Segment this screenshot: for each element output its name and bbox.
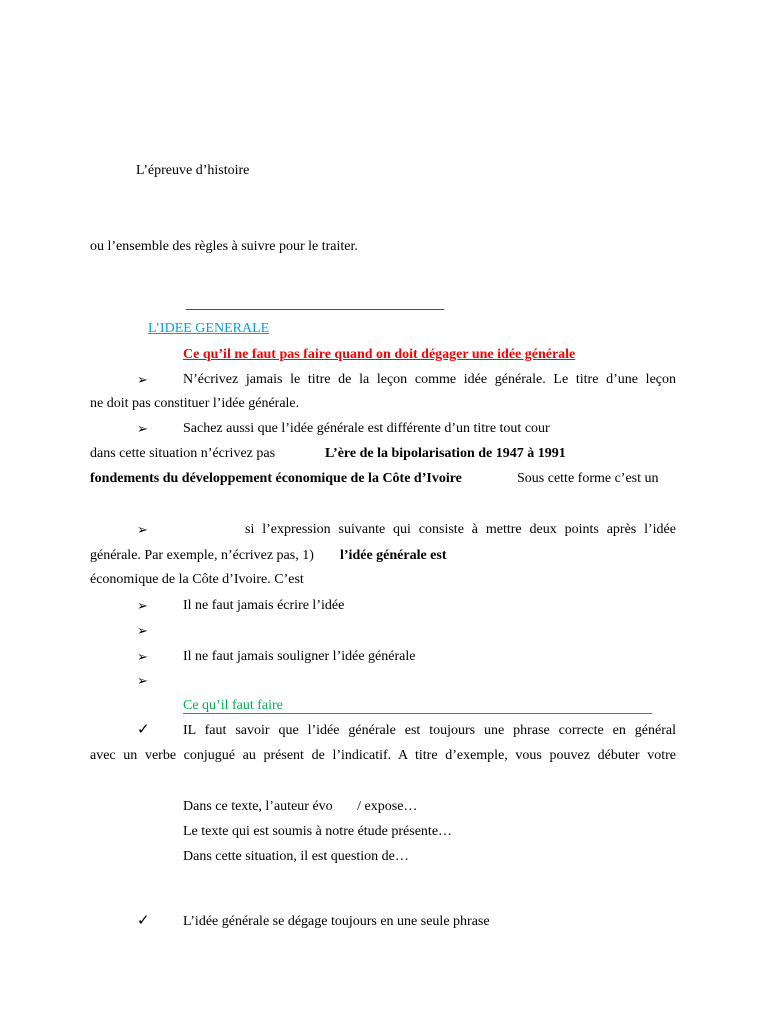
bullet1-line1: N’écrivez jamais le titre de la leçon comme idée générale. Le titre d’une leçon: [183, 372, 676, 387]
line-epreuve: L’épreuve d’histoire: [136, 163, 250, 178]
example-3: Dans cette situation, il est question de…: [183, 849, 409, 864]
bullet2-line3-bold: fondements du développement économique de la Côte d’Ivoire: [90, 471, 462, 486]
bullet4-text: Il ne faut jamais écrire l’idée: [183, 598, 345, 613]
bullet3-line2-bold: l’idée générale est: [340, 548, 447, 563]
check1-line2: avec un verbe conjugué au présent de l’indicatif. A titre d’exemple, vous pouvez débuter votre: [90, 748, 676, 763]
bullet2-line3-normal: Sous cette forme c’est un: [517, 471, 659, 486]
arrow-bullet-icon: ➢: [137, 623, 148, 638]
checkmark-icon: ✓: [137, 722, 150, 738]
bullet2-line2-bold: L’ère de la bipolarisation de 1947 à 1991: [325, 446, 566, 461]
bullet2-line1: Sachez aussi que l’idée générale est différente d’un titre tout cour: [183, 421, 550, 436]
bullet6-text: Il ne faut jamais souligner l’idée générale: [183, 649, 416, 664]
arrow-bullet-icon: ➢: [137, 522, 148, 537]
bullet3-line1: si l’expression suivante qui consiste à mettre deux points après l’idée: [245, 522, 676, 537]
bullet3-line3: économique de la Côte d’Ivoire. C’est: [90, 572, 304, 587]
arrow-bullet-icon: ➢: [137, 421, 148, 436]
arrow-bullet-icon: ➢: [137, 673, 148, 688]
subheading-dont: Ce qu’il ne faut pas faire quand on doit dégager une idée générale: [183, 347, 576, 362]
checkmark-icon: ✓: [137, 913, 150, 929]
section-heading: L’IDEE GENERALE: [148, 321, 270, 336]
bullet2-line2-normal: dans cette situation n’écrivez pas: [90, 446, 276, 461]
subheading-do: Ce qu’il faut faire: [183, 698, 283, 713]
example-2: Le texte qui est soumis à notre étude présente…: [183, 824, 453, 839]
arrow-bullet-icon: ➢: [137, 372, 148, 387]
example-1: Dans ce texte, l’auteur évo / expose…: [183, 799, 418, 814]
check1-line1: IL faut savoir que l’idée générale est toujours une phrase correcte en général: [183, 723, 676, 738]
arrow-bullet-icon: ➢: [137, 598, 148, 613]
red-rule: [186, 309, 444, 310]
arrow-bullet-icon: ➢: [137, 649, 148, 664]
line-ensemble: ou l’ensemble des règles à suivre pour le traiter.: [90, 239, 358, 254]
bullet1-line2: ne doit pas constituer l’idée générale.: [90, 396, 300, 411]
check2-text: L’idée générale se dégage toujours en une seule phrase: [183, 914, 490, 929]
green-rule: [183, 713, 652, 714]
bullet3-line2-normal: générale. Par exemple, n’écrivez pas, 1): [90, 548, 314, 563]
